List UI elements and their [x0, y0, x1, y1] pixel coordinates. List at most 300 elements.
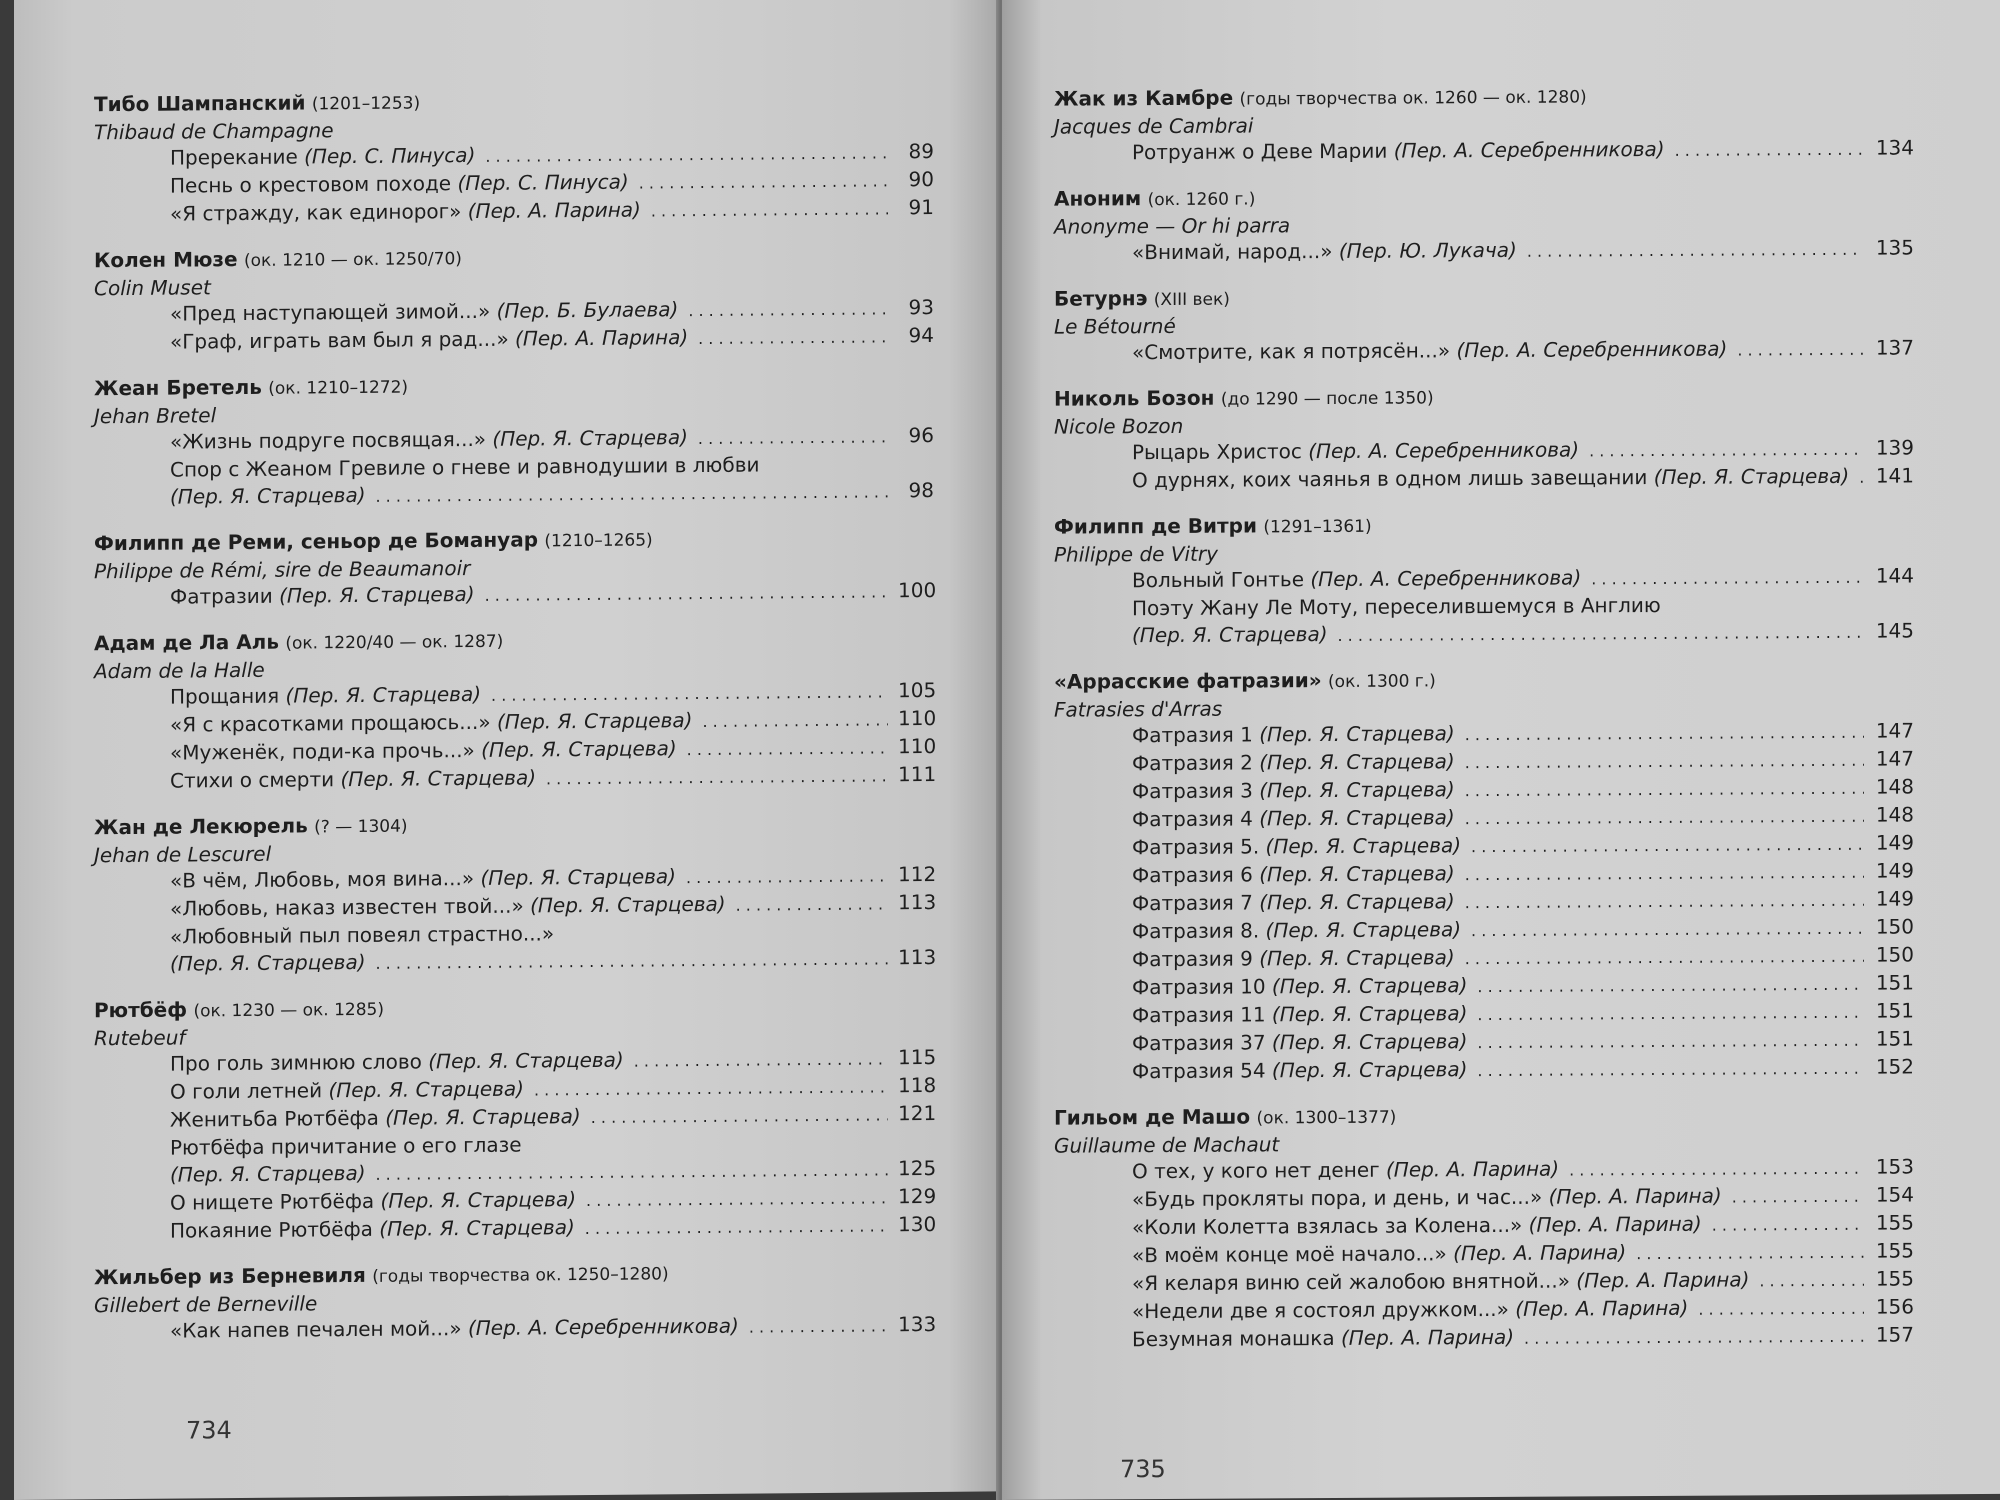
entry-page-number: 151 [1875, 970, 1914, 995]
left-page [14, 0, 998, 1500]
entry-second-line [1132, 617, 1914, 650]
entry-title: «В чём, Любовь, моя вина...» [170, 865, 475, 893]
entry-title: «Пред наступающей зимой...» [170, 298, 491, 326]
entry-text [1132, 564, 1581, 594]
entry-text [1132, 720, 1455, 749]
toc-entry [1132, 969, 1914, 1002]
entry-title: Фатразия 54 [1132, 1058, 1266, 1084]
entry-page-number: 90 [908, 166, 934, 192]
entry-title: Поэту Жану Ле Моту, переселившемуся в Англию [1132, 592, 1661, 621]
dot-leader [1527, 236, 1864, 265]
dot-leader [686, 862, 888, 891]
entry-page-number: 111 [898, 761, 937, 787]
entry-page-number: 139 [1875, 435, 1914, 460]
dot-leader [736, 890, 888, 918]
original-name: Rutebeuf [94, 1025, 186, 1051]
entry-translator: (Пер. Я. Старцева) [379, 1215, 575, 1241]
entry-title: Фатразии [170, 583, 273, 609]
author-name: «Аррасские фатразии» [1054, 668, 1322, 694]
author-dates: (годы творчества ок. 1260 — ок. 1280) [1239, 87, 1587, 110]
author-name: Адам де Ла Аль [94, 629, 279, 656]
right-toc [1054, 80, 1914, 1372]
author-dates: (XIII век) [1153, 289, 1230, 311]
entry-translator: (Пер. Я. Старцева) [1271, 973, 1468, 999]
toc-entry [170, 1311, 937, 1346]
author-name: Николь Бозон [1054, 385, 1215, 411]
entry-translator: (Пер. А. Серебренникова) [1393, 136, 1665, 163]
toc-entry [1132, 997, 1914, 1030]
dot-leader [698, 423, 888, 452]
entry-text [1132, 748, 1455, 777]
entry-page-number: 152 [1875, 1054, 1914, 1079]
author-name: Филипп де Витри [1054, 513, 1257, 539]
entry-title: Женитьба Рютбёфа [170, 1105, 379, 1132]
entry-title: Безумная монашка [1132, 1325, 1335, 1352]
author-name: Гильом де Машо [1054, 1104, 1251, 1130]
entry-title: О голи летней [170, 1078, 323, 1104]
author-dates: (1291–1361) [1263, 516, 1372, 538]
toc-entry [170, 761, 937, 796]
entry-page-number: 130 [898, 1211, 937, 1237]
author-dates: (? — 1304) [314, 816, 408, 838]
author-dates: (ок. 1220/40 — ок. 1287) [285, 631, 504, 654]
dot-leader [1636, 1239, 1864, 1267]
entry-page-number: 112 [898, 861, 937, 887]
toc-entry [170, 450, 934, 512]
toc-entry [1132, 801, 1914, 834]
entry-translator: (Пер. Я. Старцева) [1259, 861, 1455, 887]
entry-page-number: 134 [1875, 135, 1914, 160]
entry-title: Фатразия 1 [1132, 722, 1253, 748]
entry-translator: (Пер. С. Пинуса) [304, 142, 476, 169]
entry-second-line [170, 944, 937, 979]
author-dates: (1201–1253) [311, 93, 421, 115]
toc-entry [170, 917, 937, 979]
dot-leader [485, 139, 888, 170]
toc-entry [1132, 1053, 1914, 1086]
entry-text [1132, 463, 1849, 494]
entry-page-number: 91 [908, 194, 934, 220]
entry-title: О тех, у кого нет денег [1132, 1157, 1380, 1184]
toc-entry [1132, 913, 1914, 946]
toc-entry [1132, 1025, 1914, 1058]
original-name: Le Bétourné [1054, 313, 1176, 339]
dot-leader [651, 195, 888, 224]
entry-text [1132, 1295, 1688, 1325]
entry-translator: (Пер. Я. Старцева) [170, 482, 366, 509]
toc-section [94, 623, 937, 796]
toc-entry [1132, 857, 1914, 890]
dot-leader [1737, 336, 1864, 364]
entry-title: «Внимай, народ...» [1132, 238, 1333, 265]
entry-translator: (Пер. С. Пинуса) [457, 169, 629, 196]
entry-translator: (Пер. Я. Старцева) [170, 1160, 366, 1187]
entry-text [1132, 1324, 1514, 1353]
dot-leader [1338, 619, 1865, 649]
entry-text [1132, 972, 1467, 1001]
entry-text [170, 424, 688, 456]
entry-translator: (Пер. Я. Старцева) [1259, 777, 1455, 803]
entry-page-number: 149 [1875, 858, 1914, 883]
entry-text [170, 142, 475, 172]
entry-page-number: 105 [898, 677, 937, 703]
entry-page-number: 148 [1875, 802, 1914, 827]
entry-translator: (Пер. Я. Старцева) [1259, 889, 1455, 915]
author-dates: (ок. 1300–1377) [1256, 1107, 1397, 1129]
entry-text [170, 1103, 581, 1134]
entry-title: Рютбёфа причитание о его глазе [170, 1132, 522, 1160]
entry-title: «Как напев печален мой...» [170, 1316, 462, 1343]
toc-entry [170, 1128, 937, 1190]
dot-leader [634, 1045, 888, 1074]
toc-entry [1132, 590, 1914, 650]
entry-text [170, 707, 692, 739]
entry-text [1132, 944, 1455, 973]
dot-leader [1569, 1155, 1864, 1184]
author-dates: (ок. 1230 — ок. 1285) [193, 999, 384, 1022]
entry-page-number: 145 [1875, 618, 1914, 643]
dot-leader [1477, 1055, 1864, 1084]
entry-page-number: 94 [908, 322, 934, 348]
dot-leader [1859, 464, 1864, 491]
entry-page-number: 137 [1875, 335, 1914, 360]
entry-translator: (Пер. Я. Старцева) [328, 1076, 524, 1103]
toc-section [94, 523, 937, 612]
original-name: Philippe de Vitry [1054, 541, 1218, 567]
entry-translator: (Пер. А. Парина) [1386, 1156, 1560, 1182]
toc-section [94, 990, 937, 1246]
entry-text [1132, 1056, 1467, 1085]
entry-translator: (Пер. Я. Старцева) [1265, 833, 1462, 859]
entry-page-number: 113 [898, 889, 937, 915]
entry-page-number: 110 [898, 705, 937, 731]
dot-leader [376, 478, 889, 509]
entry-title: «Жизнь подруге посвящая...» [170, 426, 487, 454]
dot-leader [591, 1101, 888, 1131]
entry-page-number: 100 [898, 577, 937, 603]
entry-page-number: 155 [1875, 1266, 1914, 1291]
dot-leader [1465, 943, 1864, 972]
author-name: Жак из Камбре [1054, 85, 1234, 111]
original-name: Philippe de Rémi, sire de Beaumanoir [94, 556, 471, 584]
entry-title: О дурнях, коих чаянья в одном лишь завещании [1132, 465, 1648, 493]
toc-entry [170, 322, 934, 357]
entry-page-number: 125 [898, 1155, 937, 1181]
entry-translator: (Пер. Я. Старцева) [480, 864, 676, 890]
entry-title: Фатразия 6 [1132, 862, 1253, 888]
original-name: Guillaume de Machaut [1054, 1132, 1280, 1158]
dot-leader [1465, 887, 1864, 916]
entry-page-number: 129 [898, 1183, 937, 1209]
toc-entry [1132, 1265, 1914, 1298]
original-name: Gillebert de Berneville [94, 1291, 318, 1318]
entry-translator: (Пер. Я. Старцева) [1259, 805, 1455, 831]
dot-leader [1591, 564, 1864, 593]
entry-title: «Я келаря виню сей жалобою внятной...» [1132, 1268, 1570, 1296]
toc-entry [170, 194, 934, 229]
entry-text [1132, 776, 1455, 805]
entry-translator: (Пер. А. Парина) [1340, 1324, 1515, 1350]
entry-text [170, 169, 629, 200]
dot-leader [639, 167, 888, 196]
entry-page-number: 147 [1875, 746, 1914, 771]
author-dates: (ок. 1210 — ок. 1250/70) [243, 249, 462, 271]
entry-page-number: 135 [1875, 235, 1914, 260]
original-name: Colin Muset [94, 275, 211, 301]
entry-page-number: 141 [1875, 463, 1914, 488]
toc-section [1054, 80, 1914, 167]
dot-leader [376, 945, 889, 976]
entry-translator: (Пер. Я. Старцева) [385, 1104, 581, 1130]
entry-translator: (Пер. А. Серебренникова) [1456, 336, 1728, 363]
author-dates: (годы творчества ок. 1250–1280) [372, 1264, 669, 1287]
dot-leader [1465, 775, 1864, 804]
toc-entry [1132, 941, 1914, 974]
entry-text [1132, 860, 1455, 889]
entry-translator: (Пер. Я. Старцева) [1259, 945, 1455, 971]
entry-page-number: 151 [1875, 1026, 1914, 1051]
toc-section [1054, 280, 1914, 367]
entry-page-number: 144 [1875, 563, 1914, 588]
left-toc [94, 84, 937, 1364]
toc-entry [1132, 717, 1914, 750]
entry-translator: (Пер. Я. Старцева) [492, 425, 688, 451]
entry-translator: (Пер. А. Парина) [1576, 1267, 1750, 1293]
dot-leader [534, 1073, 888, 1103]
original-name: Adam de la Halle [94, 657, 265, 684]
entry-title: Фатразия 4 [1132, 806, 1253, 832]
entry-text [170, 1214, 575, 1245]
entry-text [170, 764, 536, 794]
entry-text [1132, 237, 1517, 266]
original-name: Fatrasies d'Arras [1054, 696, 1223, 722]
dot-leader [1589, 436, 1864, 465]
entry-translator: (Пер. Я. Старцева) [170, 949, 366, 976]
entry-title: «Любовь, наказ известен твой...» [170, 893, 524, 921]
entry-page-number: 113 [898, 944, 937, 970]
toc-entry [1132, 234, 1914, 267]
author-name: Жан де Лекюрель [94, 813, 308, 840]
dot-leader [1712, 1211, 1864, 1239]
entry-translator: (Пер. А. Парина) [515, 325, 689, 351]
entry-text [170, 681, 481, 711]
entry-title: «Любовный пыл повеял страстно...» [170, 921, 555, 949]
entry-translator: (Пер. А. Парина) [1548, 1183, 1722, 1209]
entry-page-number: 118 [898, 1072, 937, 1098]
original-name: Jehan de Lescurel [94, 841, 272, 868]
entry-title: Песнь о крестовом походе [170, 171, 452, 198]
dot-leader [1465, 747, 1864, 776]
entry-page-number: 157 [1875, 1322, 1914, 1347]
entry-translator: (Пер. Я. Старцева) [279, 581, 475, 608]
dot-leader [1759, 1267, 1864, 1295]
entry-title: Фатразия 2 [1132, 750, 1253, 776]
author-name: Филипп де Реми, сеньор де Бомануар [94, 527, 539, 556]
entry-title: Ротруанж о Деве Марии [1132, 138, 1388, 165]
author-name: Рютбёф [94, 997, 188, 1023]
dot-leader [698, 323, 888, 352]
entry-page-number: 156 [1875, 1294, 1914, 1319]
original-name: Thibaud de Champagne [94, 118, 334, 145]
entry-translator: (Пер. Я. Старцева) [1259, 721, 1455, 747]
toc-section [94, 240, 934, 357]
toc-entry [1132, 134, 1914, 167]
dot-leader [1698, 1295, 1864, 1323]
toc-entry [1132, 334, 1914, 367]
dot-leader [749, 1312, 888, 1340]
entry-text [1132, 888, 1455, 917]
entry-title: Фатразия 3 [1132, 778, 1253, 804]
dot-leader [376, 1156, 889, 1187]
toc-entry [1132, 1181, 1914, 1214]
author-name: Жеан Бретель [94, 374, 262, 401]
entry-text [170, 581, 475, 611]
entry-title: «Муженёк, поди-ка прочь...» [170, 737, 475, 765]
author-name: Жильбер из Берневиля [94, 1262, 366, 1290]
toc-entry [1132, 745, 1914, 778]
dot-leader [1471, 915, 1864, 944]
entry-title: Фатразия 11 [1132, 1002, 1266, 1028]
entry-translator: (Пер. Б. Булаева) [496, 297, 679, 323]
entry-title: Фатразия 9 [1132, 946, 1253, 972]
toc-section [1054, 180, 1914, 267]
entry-text [170, 735, 677, 766]
entry-title: Рыцарь Христос [1132, 439, 1302, 465]
dot-leader [1732, 1183, 1864, 1211]
dot-leader [485, 578, 888, 609]
dot-leader [1477, 999, 1864, 1028]
entry-translator: (Пер. Я. Старцева) [1271, 1029, 1468, 1055]
entry-page-number: 149 [1875, 830, 1914, 855]
entry-page-number: 96 [908, 422, 934, 448]
entry-translator: (Пер. А. Парина) [1515, 1295, 1689, 1321]
entry-title: О нищете Рютбёфа [170, 1188, 375, 1215]
entry-page-number: 153 [1875, 1154, 1914, 1179]
entry-text [1132, 1239, 1626, 1269]
author-name: Аноним [1054, 186, 1142, 211]
right-page [1002, 0, 2000, 1500]
entry-translator: (Пер. Я. Старцева) [1271, 1057, 1468, 1083]
dot-leader [1675, 136, 1864, 164]
entry-text [170, 296, 678, 327]
author-name: Тибо Шампанский [94, 90, 306, 117]
entry-page-number: 150 [1875, 914, 1914, 939]
toc-section [1054, 380, 1914, 495]
dot-leader [1465, 859, 1864, 888]
entry-title: Пререкание [170, 144, 298, 170]
dot-leader [1465, 803, 1864, 832]
toc-section [94, 1257, 937, 1346]
dot-leader [546, 762, 888, 792]
toc-section [94, 84, 934, 229]
entry-title: «Граф, играть вам был я рад...» [170, 326, 509, 354]
entry-title: Фатразия 37 [1132, 1030, 1266, 1056]
entry-text [1132, 804, 1455, 833]
dot-leader [1524, 1323, 1864, 1352]
dot-leader [585, 1212, 888, 1242]
left-page-number: 734 [186, 1416, 232, 1445]
entry-title: «Будь прокляты пора, и день, и час...» [1132, 1184, 1543, 1212]
toc-section [1054, 663, 1914, 1086]
entry-text [1132, 916, 1461, 945]
toc-entry [1132, 773, 1914, 806]
entry-title: «Я стражду, как единорог» [170, 199, 462, 226]
entry-translator: (Пер. А. Парина) [467, 197, 641, 224]
entry-title: Фатразия 8. [1132, 918, 1260, 944]
entry-translator: (Пер. Я. Старцева) [530, 891, 726, 918]
toc-section [1054, 1099, 1914, 1354]
entry-text [170, 891, 726, 923]
toc-entry [1132, 462, 1914, 495]
entry-text [1132, 832, 1461, 861]
entry-title: Фатразия 10 [1132, 974, 1266, 1000]
entry-text [1132, 1028, 1467, 1057]
entry-page-number: 133 [898, 1311, 937, 1337]
toc-section [1054, 508, 1914, 650]
entry-translator: (Пер. А. Серебренникова) [1310, 565, 1582, 592]
entry-translator: (Пер. Я. Старцева) [285, 681, 482, 708]
toc-entry [1132, 829, 1914, 862]
toc-entry [1132, 1153, 1914, 1186]
entry-text [170, 1047, 624, 1078]
author-dates: (ок. 1260 г.) [1147, 189, 1256, 211]
author-dates: (ок. 1300 г.) [1328, 671, 1436, 693]
entry-page-number: 121 [898, 1100, 937, 1126]
dot-leader [1477, 1027, 1864, 1056]
author-name: Колен Мюзе [94, 247, 238, 273]
entry-title: Стихи о смерти [170, 767, 335, 793]
toc-entry [1132, 1321, 1914, 1354]
entry-translator: (Пер. Я. Старцева) [496, 708, 693, 734]
toc-entry [170, 577, 937, 612]
entry-page-number: 155 [1875, 1238, 1914, 1263]
author-dates: (1210–1265) [544, 530, 653, 552]
entry-second-line [170, 477, 934, 512]
entry-translator: (Пер. А. Серебренникова) [1308, 437, 1580, 464]
toc-entry [170, 1211, 937, 1246]
entry-translator: (Пер. Ю. Лукача) [1338, 237, 1517, 263]
entry-page-number: 147 [1875, 718, 1914, 743]
entry-text [1132, 436, 1579, 466]
author-name: Бетурнэ [1054, 286, 1148, 311]
right-page-number: 735 [1120, 1454, 1166, 1484]
entry-page-number: 148 [1875, 774, 1914, 799]
entry-translator: (Пер. Я. Старцева) [340, 765, 536, 792]
entry-text [1132, 1211, 1702, 1241]
original-name: Jacques de Cambrai [1054, 113, 1254, 139]
entry-page-number: 155 [1875, 1210, 1914, 1235]
dot-leader [688, 295, 888, 324]
entry-title: Фатразия 7 [1132, 890, 1253, 916]
dot-leader [491, 678, 888, 708]
entry-translator: (Пер. Я. Старцева) [1265, 917, 1462, 943]
entry-page-number: 149 [1875, 886, 1914, 911]
entry-text [1132, 1000, 1467, 1029]
entry-title: «Смотрите, как я потрясён...» [1132, 338, 1451, 365]
entry-text [1132, 1183, 1722, 1214]
entry-text [1132, 1266, 1749, 1297]
entry-text [1132, 136, 1665, 166]
entry-title: Вольный Гонтье [1132, 567, 1305, 593]
original-name: Jehan Bretel [94, 403, 217, 429]
entry-page-number: 89 [908, 138, 934, 164]
toc-section [94, 807, 937, 979]
entry-text [170, 1186, 576, 1217]
dot-leader [586, 1184, 888, 1214]
toc-entry [1132, 1237, 1914, 1270]
entry-translator: (Пер. Я. Старцева) [1132, 622, 1328, 648]
entry-text [1132, 1156, 1559, 1186]
